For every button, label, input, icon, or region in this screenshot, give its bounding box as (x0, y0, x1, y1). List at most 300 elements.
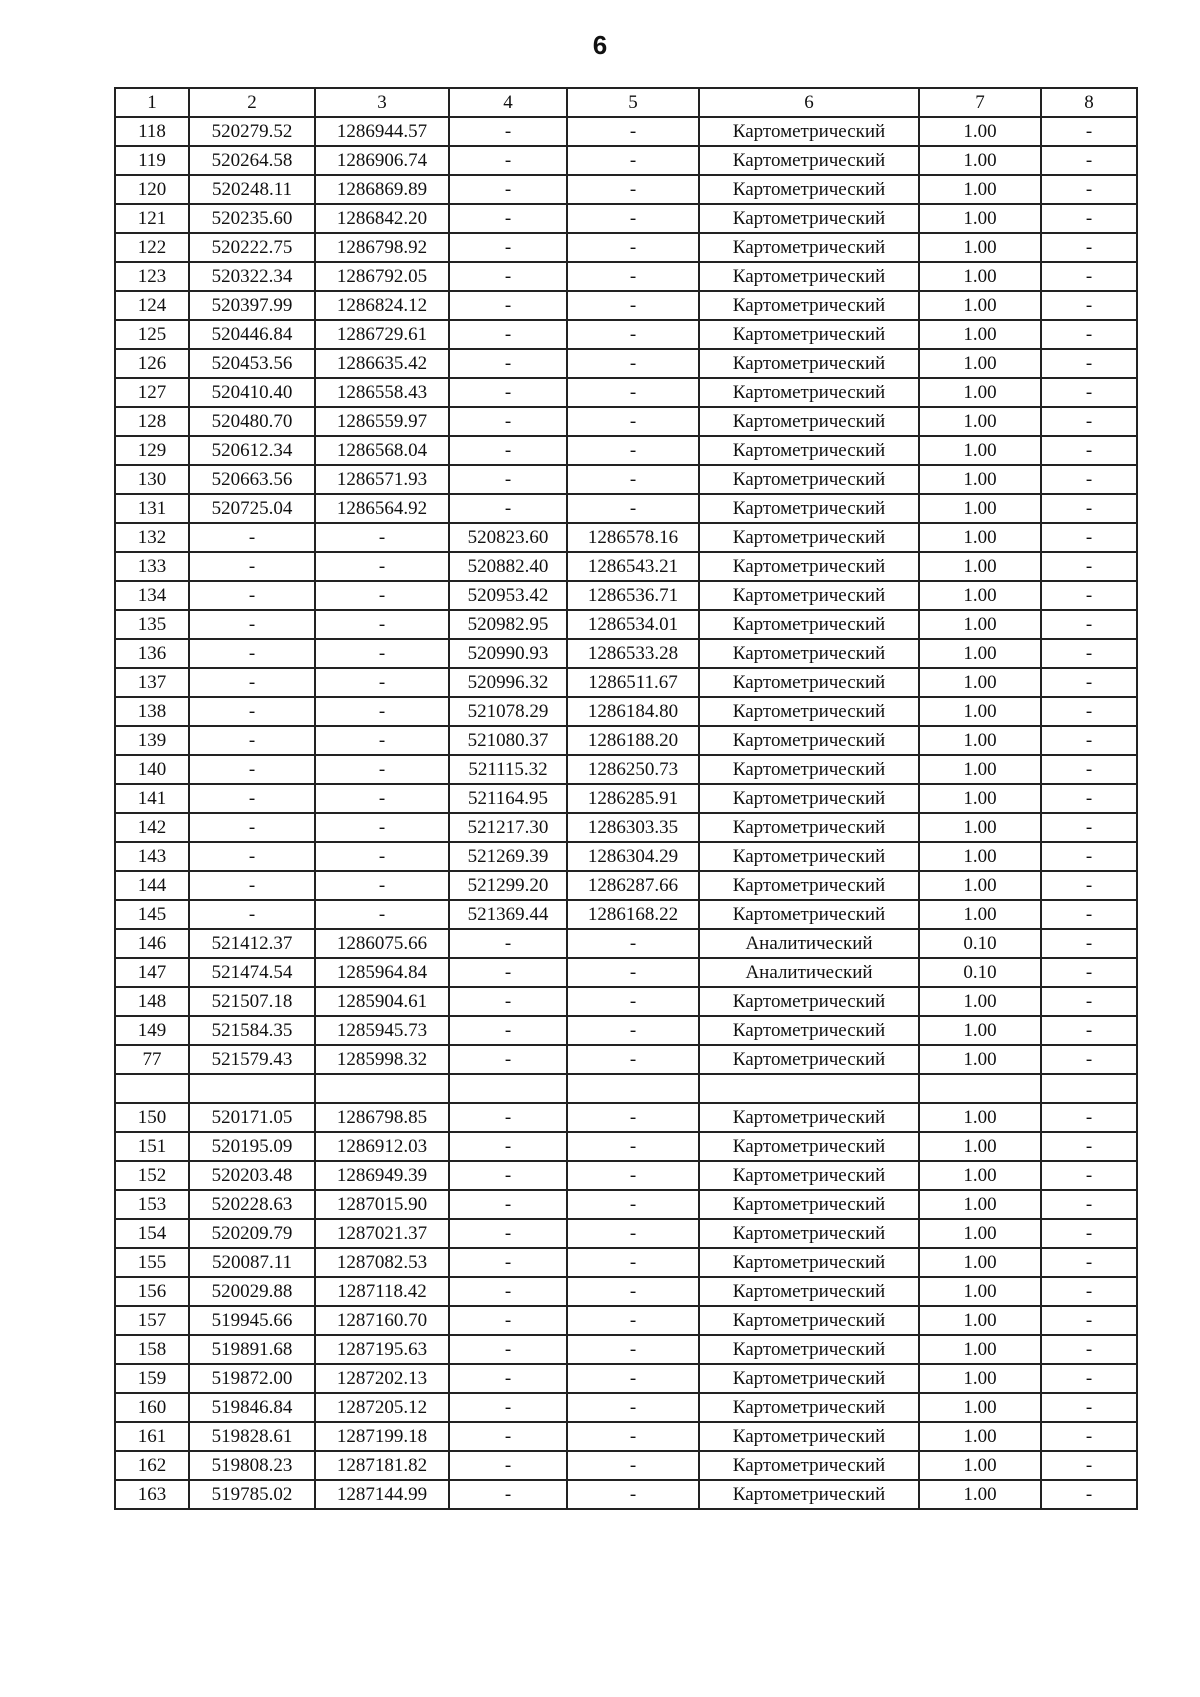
table-cell: 120 (115, 175, 189, 204)
table-cell: 1286075.66 (315, 929, 449, 958)
table-cell: 520982.95 (449, 610, 567, 639)
table-cell: Картометрический (699, 1364, 919, 1393)
table-cell: 137 (115, 668, 189, 697)
table-cell: 520953.42 (449, 581, 567, 610)
table-cell: 145 (115, 900, 189, 929)
table-cell: 520410.40 (189, 378, 315, 407)
table-cell: Картометрический (699, 1219, 919, 1248)
table-cell: - (567, 494, 699, 523)
table-row (115, 1277, 1137, 1306)
table-cell: Картометрический (699, 697, 919, 726)
table-cell: 520480.70 (189, 407, 315, 436)
table-cell: - (567, 958, 699, 987)
table-cell: - (189, 697, 315, 726)
table-cell: 123 (115, 262, 189, 291)
table-cell: 521115.32 (449, 755, 567, 784)
table-row (115, 1219, 1137, 1248)
table-cell: 1286571.93 (315, 465, 449, 494)
table-cell: 154 (115, 1219, 189, 1248)
table-cell: 521080.37 (449, 726, 567, 755)
table-cell: 519846.84 (189, 1393, 315, 1422)
table-cell: - (1041, 668, 1137, 697)
table-row (115, 1335, 1137, 1364)
table-cell: 521584.35 (189, 1016, 315, 1045)
table-cell: 1.00 (919, 726, 1041, 755)
table-cell: - (315, 900, 449, 929)
coordinates-table (114, 87, 1138, 1510)
table-cell: - (189, 668, 315, 697)
table-cell: 1.00 (919, 1190, 1041, 1219)
table-cell: - (315, 552, 449, 581)
table-row (115, 436, 1137, 465)
table-cell: 1.00 (919, 523, 1041, 552)
table-cell: 1.00 (919, 581, 1041, 610)
table-cell: 1286168.22 (567, 900, 699, 929)
table-cell: - (449, 465, 567, 494)
table-cell: 520195.09 (189, 1132, 315, 1161)
table-cell: 520453.56 (189, 349, 315, 378)
header-cell: 8 (1041, 88, 1137, 117)
table-cell: 125 (115, 320, 189, 349)
table-row (115, 1190, 1137, 1219)
table-cell: 1.00 (919, 204, 1041, 233)
table-cell: Картометрический (699, 262, 919, 291)
table-cell: Картометрический (699, 349, 919, 378)
page-number: 6 (592, 30, 608, 60)
table-cell: - (567, 1364, 699, 1393)
table-cell: 1287202.13 (315, 1364, 449, 1393)
table-row (115, 1161, 1137, 1190)
table-cell: 1.00 (919, 639, 1041, 668)
table-cell: - (189, 581, 315, 610)
table-cell: - (449, 146, 567, 175)
table-cell: - (449, 378, 567, 407)
table-cell: 1287181.82 (315, 1451, 449, 1480)
table-row (115, 1422, 1137, 1451)
table-cell: 152 (115, 1161, 189, 1190)
table-cell: - (567, 291, 699, 320)
table-cell: Картометрический (699, 900, 919, 929)
table-cell: Картометрический (699, 1045, 919, 1074)
table-cell: Картометрический (699, 494, 919, 523)
table-cell: 157 (115, 1306, 189, 1335)
table-cell: 160 (115, 1393, 189, 1422)
table-cell: 1.00 (919, 668, 1041, 697)
table-cell: 1286558.43 (315, 378, 449, 407)
table-cell: - (1041, 1480, 1137, 1509)
table-cell: 521579.43 (189, 1045, 315, 1074)
table-cell: 520612.34 (189, 436, 315, 465)
table-cell: 1286304.29 (567, 842, 699, 871)
table-cell: - (1041, 320, 1137, 349)
table-cell: Картометрический (699, 1132, 919, 1161)
table-cell: 159 (115, 1364, 189, 1393)
table-cell: - (449, 1161, 567, 1190)
table-cell: - (449, 233, 567, 262)
table-cell: 1.00 (919, 552, 1041, 581)
table-cell: 135 (115, 610, 189, 639)
table-cell: Картометрический (699, 842, 919, 871)
table-cell: 520397.99 (189, 291, 315, 320)
table-cell: 1.00 (919, 755, 1041, 784)
table-cell: - (1041, 552, 1137, 581)
table-cell: - (1041, 1393, 1137, 1422)
table-cell: Картометрический (699, 871, 919, 900)
table-cell (1041, 1074, 1137, 1103)
table-cell: Картометрический (699, 813, 919, 842)
table-cell: 163 (115, 1480, 189, 1509)
header-cell: 5 (567, 88, 699, 117)
table-cell: 1286564.92 (315, 494, 449, 523)
table-cell: 1286842.20 (315, 204, 449, 233)
table-row (115, 639, 1137, 668)
table-cell: - (1041, 900, 1137, 929)
header-cell: 2 (189, 88, 315, 117)
table-row (115, 523, 1137, 552)
table-cell: 1.00 (919, 175, 1041, 204)
table-cell: 521412.37 (189, 929, 315, 958)
table-cell (449, 1074, 567, 1103)
table-cell: - (449, 1103, 567, 1132)
table-cell: 1.00 (919, 494, 1041, 523)
table-cell: 1.00 (919, 842, 1041, 871)
header-cell: 1 (115, 88, 189, 117)
table-row (115, 117, 1137, 146)
table-cell: - (567, 465, 699, 494)
table-cell: Картометрический (699, 784, 919, 813)
table-row (115, 552, 1137, 581)
table-row (115, 900, 1137, 929)
table-row (115, 871, 1137, 900)
table-cell: - (1041, 262, 1137, 291)
table-cell: 127 (115, 378, 189, 407)
table-cell: - (1041, 378, 1137, 407)
table-cell: 1.00 (919, 1364, 1041, 1393)
table-cell: - (567, 1103, 699, 1132)
table-cell: 1286792.05 (315, 262, 449, 291)
table-cell: Картометрический (699, 755, 919, 784)
table-cell: - (449, 407, 567, 436)
table-row (115, 1306, 1137, 1335)
table-cell: 1286798.92 (315, 233, 449, 262)
table-cell: 520725.04 (189, 494, 315, 523)
table-cell: - (1041, 581, 1137, 610)
table-row (115, 262, 1137, 291)
table-cell: Картометрический (699, 291, 919, 320)
table-cell: 143 (115, 842, 189, 871)
table-cell: 520209.79 (189, 1219, 315, 1248)
table-cell: 1.00 (919, 1306, 1041, 1335)
table-cell: - (1041, 1045, 1137, 1074)
table-row (115, 494, 1137, 523)
table-cell (699, 1074, 919, 1103)
table-cell: - (567, 1045, 699, 1074)
table-cell: 132 (115, 523, 189, 552)
table-cell: - (1041, 639, 1137, 668)
table-cell: - (1041, 1219, 1137, 1248)
table-cell: 1287199.18 (315, 1422, 449, 1451)
table-cell: Картометрический (699, 726, 919, 755)
table-cell: - (1041, 204, 1137, 233)
table-cell: 520203.48 (189, 1161, 315, 1190)
table-cell: - (1041, 842, 1137, 871)
table-cell: 1.00 (919, 1132, 1041, 1161)
table-cell: - (189, 871, 315, 900)
table-row (115, 233, 1137, 262)
table-cell: - (315, 581, 449, 610)
table-cell: - (449, 1422, 567, 1451)
table-cell: - (567, 407, 699, 436)
table-cell: - (567, 378, 699, 407)
table-cell: - (567, 929, 699, 958)
table-cell: - (315, 523, 449, 552)
table-cell: 520222.75 (189, 233, 315, 262)
table-cell: 1.00 (919, 1248, 1041, 1277)
table-cell: - (1041, 958, 1137, 987)
table-cell: Картометрический (699, 1277, 919, 1306)
table-cell: 129 (115, 436, 189, 465)
table-cell: 1.00 (919, 784, 1041, 813)
table-cell: - (1041, 1306, 1137, 1335)
table-cell: 1.00 (919, 1422, 1041, 1451)
table-cell: 1286568.04 (315, 436, 449, 465)
table-cell: - (567, 1219, 699, 1248)
table-cell: - (449, 958, 567, 987)
table-cell: 153 (115, 1190, 189, 1219)
table-cell: 1.00 (919, 900, 1041, 929)
table-cell (567, 1074, 699, 1103)
table-cell: 118 (115, 117, 189, 146)
table-row (115, 291, 1137, 320)
table-cell: 521299.20 (449, 871, 567, 900)
table-cell: - (1041, 784, 1137, 813)
table-cell: - (1041, 1016, 1137, 1045)
table-cell: Картометрический (699, 1016, 919, 1045)
table-cell: 520882.40 (449, 552, 567, 581)
table-cell: 136 (115, 639, 189, 668)
table-row (115, 465, 1137, 494)
table-cell: 1285945.73 (315, 1016, 449, 1045)
table-cell: 1286534.01 (567, 610, 699, 639)
table-cell: 1.00 (919, 697, 1041, 726)
table-cell: - (567, 204, 699, 233)
table-cell: - (189, 610, 315, 639)
table-cell: - (1041, 349, 1137, 378)
table-cell: Картометрический (699, 465, 919, 494)
table-cell: - (449, 929, 567, 958)
table-cell: - (1041, 755, 1137, 784)
table-cell: 142 (115, 813, 189, 842)
table-cell: 1.00 (919, 871, 1041, 900)
table-cell: 1286912.03 (315, 1132, 449, 1161)
table-cell: 148 (115, 987, 189, 1016)
table-cell: - (567, 117, 699, 146)
table-cell: - (1041, 1335, 1137, 1364)
table-row (115, 755, 1137, 784)
table-cell: - (1041, 929, 1137, 958)
table-cell: Картометрический (699, 1248, 919, 1277)
table-cell: 1286944.57 (315, 117, 449, 146)
table-cell: 1286184.80 (567, 697, 699, 726)
table-cell: 1.00 (919, 1277, 1041, 1306)
table-cell: Картометрический (699, 146, 919, 175)
table-row (115, 320, 1137, 349)
table-cell: 1286287.66 (567, 871, 699, 900)
table-cell: 520087.11 (189, 1248, 315, 1277)
table-cell: 1.00 (919, 1045, 1041, 1074)
table-cell: Картометрический (699, 320, 919, 349)
table-cell: 1287082.53 (315, 1248, 449, 1277)
table-cell: - (189, 523, 315, 552)
table-row (115, 929, 1137, 958)
table-cell: - (1041, 407, 1137, 436)
table-cell: 162 (115, 1451, 189, 1480)
table-cell: 134 (115, 581, 189, 610)
table-cell: - (315, 639, 449, 668)
table-cell: - (1041, 1277, 1137, 1306)
table-cell: 139 (115, 726, 189, 755)
table-row (115, 349, 1137, 378)
table-row (115, 1103, 1137, 1132)
table-cell: 1.00 (919, 1480, 1041, 1509)
header-cell: 3 (315, 88, 449, 117)
table-row (115, 697, 1137, 726)
table-cell: 155 (115, 1248, 189, 1277)
table-cell: - (1041, 1451, 1137, 1480)
table-cell: - (315, 755, 449, 784)
table-cell: 1286303.35 (567, 813, 699, 842)
table-cell: Картометрический (699, 117, 919, 146)
table-cell: 1286824.12 (315, 291, 449, 320)
table-cell: 519872.00 (189, 1364, 315, 1393)
table-cell: Картометрический (699, 378, 919, 407)
table-cell: 1.00 (919, 1451, 1041, 1480)
table-cell (919, 1074, 1041, 1103)
table-cell: 519891.68 (189, 1335, 315, 1364)
table-cell: - (1041, 233, 1137, 262)
table-row (115, 1132, 1137, 1161)
table-cell: 1286869.89 (315, 175, 449, 204)
table-cell: - (567, 1016, 699, 1045)
table-cell: 1286729.61 (315, 320, 449, 349)
table-cell: Картометрический (699, 1103, 919, 1132)
table-cell: 521369.44 (449, 900, 567, 929)
table-cell: 1287015.90 (315, 1190, 449, 1219)
table-cell: 1.00 (919, 813, 1041, 842)
table-cell: - (449, 1306, 567, 1335)
table-row (115, 581, 1137, 610)
table-cell: 519785.02 (189, 1480, 315, 1509)
table-cell: Картометрический (699, 1161, 919, 1190)
table-cell: Картометрический (699, 987, 919, 1016)
table-cell: - (1041, 987, 1137, 1016)
table-cell: 1.00 (919, 291, 1041, 320)
table-cell: - (1041, 146, 1137, 175)
table-cell: - (1041, 494, 1137, 523)
table-cell: 1286250.73 (567, 755, 699, 784)
table-cell: 0.10 (919, 958, 1041, 987)
table-cell: - (189, 784, 315, 813)
table-row (115, 610, 1137, 639)
table-cell: - (449, 349, 567, 378)
table-cell: 1287195.63 (315, 1335, 449, 1364)
table-cell: 1285998.32 (315, 1045, 449, 1074)
table-row (115, 958, 1137, 987)
table-row (115, 726, 1137, 755)
table-cell: - (315, 813, 449, 842)
table-cell: 1.00 (919, 1103, 1041, 1132)
table-cell: Картометрический (699, 668, 919, 697)
table-cell: - (567, 1422, 699, 1451)
table-cell: - (1041, 1103, 1137, 1132)
table-cell: - (567, 1190, 699, 1219)
table-cell: - (189, 813, 315, 842)
table-cell: 151 (115, 1132, 189, 1161)
table-cell: 1.00 (919, 1016, 1041, 1045)
table-cell: 1286906.74 (315, 146, 449, 175)
table-cell: - (567, 1161, 699, 1190)
table-cell: 0.10 (919, 929, 1041, 958)
table-row (115, 842, 1137, 871)
table-cell: 141 (115, 784, 189, 813)
table-cell: - (567, 1248, 699, 1277)
table-cell: 1.00 (919, 1335, 1041, 1364)
table-cell: - (567, 146, 699, 175)
table-cell: 1286188.20 (567, 726, 699, 755)
table-cell: 520235.60 (189, 204, 315, 233)
table-cell: 519808.23 (189, 1451, 315, 1480)
table-cell: 521507.18 (189, 987, 315, 1016)
table-cell: 520990.93 (449, 639, 567, 668)
table-cell (315, 1074, 449, 1103)
table-cell: - (449, 1480, 567, 1509)
table-cell: 520228.63 (189, 1190, 315, 1219)
table-cell: - (1041, 523, 1137, 552)
table-cell: 119 (115, 146, 189, 175)
table-cell: Картометрический (699, 1480, 919, 1509)
header-cell: 4 (449, 88, 567, 117)
table-cell: - (567, 1306, 699, 1335)
table-cell: 1286798.85 (315, 1103, 449, 1132)
table-cell: 1285904.61 (315, 987, 449, 1016)
table-cell: - (189, 726, 315, 755)
table-cell: 1287021.37 (315, 1219, 449, 1248)
table-cell: - (449, 1248, 567, 1277)
table-row (115, 1248, 1137, 1277)
table-cell: Картометрический (699, 552, 919, 581)
table-cell: - (1041, 697, 1137, 726)
table-cell: - (315, 784, 449, 813)
table-cell: 121 (115, 204, 189, 233)
table-cell: - (449, 1016, 567, 1045)
table-row (115, 407, 1137, 436)
table-cell: - (1041, 1422, 1137, 1451)
table-cell: 1.00 (919, 117, 1041, 146)
table-cell: 1.00 (919, 407, 1041, 436)
table-cell: 149 (115, 1016, 189, 1045)
table-cell: 520279.52 (189, 117, 315, 146)
table-cell (115, 1074, 189, 1103)
table-row (115, 146, 1137, 175)
table-cell: - (1041, 813, 1137, 842)
table-cell: Аналитический (699, 958, 919, 987)
table-cell: 1286511.67 (567, 668, 699, 697)
table-cell: 1.00 (919, 146, 1041, 175)
table-cell: - (1041, 1132, 1137, 1161)
table-cell: - (1041, 1161, 1137, 1190)
table-cell: 144 (115, 871, 189, 900)
table-cell: 1286949.39 (315, 1161, 449, 1190)
